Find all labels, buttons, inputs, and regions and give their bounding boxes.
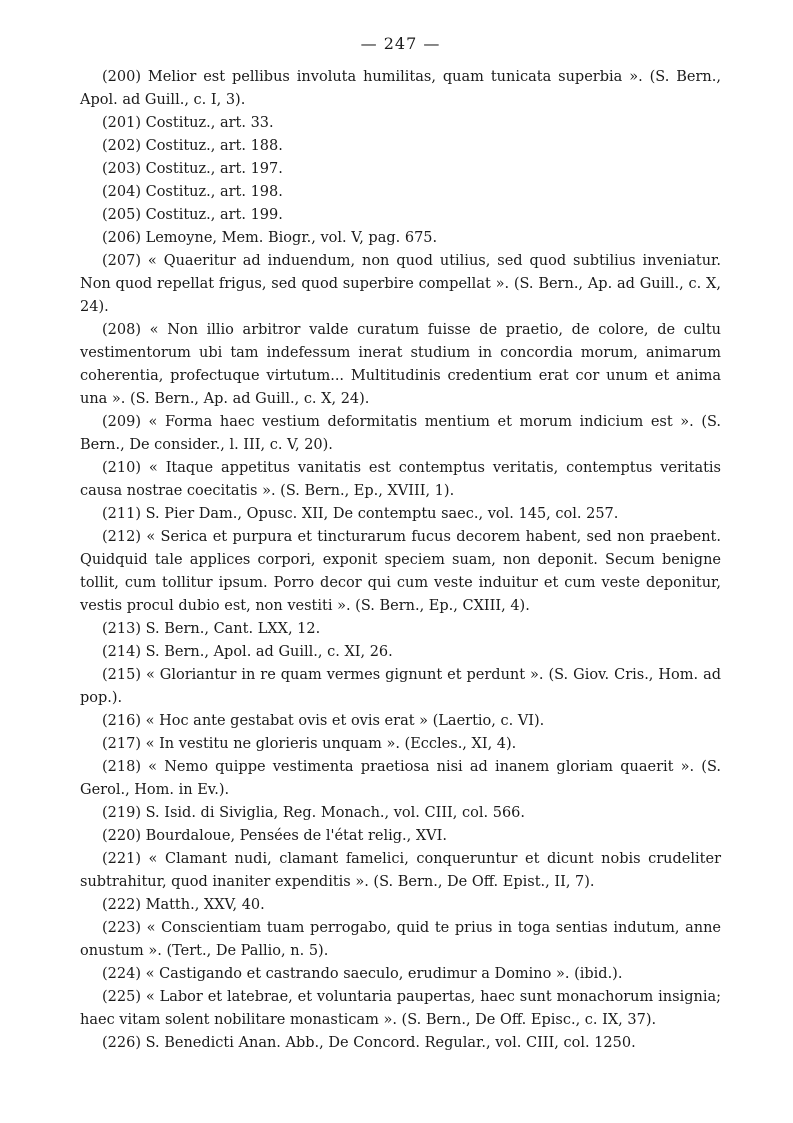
footnote-217: (217) « In vestitu ne glorieris unquam ». (Eccles., XI, 4). xyxy=(102,736,517,752)
footnote-213: (213) S. Bern., Cant. LXX, 12. xyxy=(102,621,321,637)
footnote-225: (225) « Labor et latebrae, et voluntaria paupertas, haec sunt monachorum insignia; haec vitam solent nobilitare monasticam ». (S. Bern., De Off. Episc., c. IX, 37). xyxy=(80,989,721,1028)
footnote-209: (209) « Forma haec vestium deformitatis mentium et morum indicium est ». (S. Bern., De consider., l. III, c. V, 20). xyxy=(80,414,721,453)
footnote-226: (226) S. Benedicti Anan. Abb., De Concord. Regular., vol. CIII, col. 1250. xyxy=(102,1035,636,1051)
footnote-223: (223) « Conscientiam tuam perrogabo, quid te prius in toga sentias indutum, anne onustum ». (Tert., De Pallio, n. 5). xyxy=(80,920,721,959)
footnote-207: (207) « Quaeritur ad induendum, non quod utilius, sed quod subtilius inveniatur. Non quod repellat frigus, sed quod superbire compellat ». (S. Bern., Ap. ad Guill., c. X, 24). xyxy=(80,253,721,315)
footnote-215: (215) « Gloriantur in re quam vermes gignunt et perdunt ». (S. Giov. Cris., Hom. ad pop.). xyxy=(80,667,721,706)
footnote-204: (204) Costituz., art. 198. xyxy=(102,184,283,200)
footnote-219: (219) S. Isid. di Siviglia, Reg. Monach., vol. CIII, col. 566. xyxy=(102,805,525,821)
footnote-224: (224) « Castigando et castrando saeculo, erudimur a Domino ». (ibid.). xyxy=(102,966,623,982)
footnote-222: (222) Matth., XXV, 40. xyxy=(102,897,265,913)
footnote-201: (201) Costituz., art. 33. xyxy=(102,115,274,131)
footnote-200: (200) Melior est pellibus involuta humilitas, quam tunicata superbia ». (S. Bern., Apol. ad Guill., c. I, 3). xyxy=(80,69,721,108)
footnote-221: (221) « Clamant nudi, clamant famelici, conqueruntur et dicunt nobis crudeliter subtrahitur, quod inaniter expenditis ». (S. Bern., De Off. Epist., II, 7). xyxy=(80,851,721,890)
footnote-212: (212) « Serica et purpura et tincturarum fucus decorem habent, sed non praebent. Quidquid tale applices corpori, exponit speciem suam, non deponit. Secum benigne tollit, cum tollitur ipsum. Porro decor qui cum veste induitur et cum veste deponitur, vestis procul dubio est, non vestiti ». (S. Bern., Ep., CXIII, 4). xyxy=(80,529,721,614)
footnote-216: (216) « Hoc ante gestabat ovis et ovis erat » (Laertio, c. VI). xyxy=(102,713,545,729)
footnotes-list xyxy=(80,66,721,1055)
footnote-218: (218) « Nemo quippe vestimenta praetiosa nisi ad inanem gloriam quaerit ». (S. Gerol., Hom. in Ev.). xyxy=(80,759,721,798)
footnote-210: (210) « Itaque appetitus vanitatis est contemptus veritatis, contemptus veritatis causa nostrae coecitatis ». (S. Bern., Ep., XVIII, 1). xyxy=(80,460,721,499)
footnote-211: (211) S. Pier Dam., Opusc. XII, De contemptu saec., vol. 145, col. 257. xyxy=(102,506,619,522)
footnote-220: (220) Bourdaloue, Pensées de l'état relig., XVI. xyxy=(102,828,447,844)
footnote-214: (214) S. Bern., Apol. ad Guill., c. XI, 26. xyxy=(102,644,393,660)
page-number: — 247 — xyxy=(360,34,441,53)
footnote-208: (208) « Non illio arbitror valde curatum fuisse de praetio, de colore, de cultu vestimentorum ubi tam indefessum inerat studium in concordia morum, animarum coherentia, profectuque virtutum... Multitudinis credentium erat cor unum et anima una ». (S. Bern., Ap. ad Guill., c. X, 24). xyxy=(80,322,721,407)
footnote-206: (206) Lemoyne, Mem. Biogr., vol. V, pag. 675. xyxy=(102,230,438,246)
footnote-202: (202) Costituz., art. 188. xyxy=(102,138,283,154)
footnote-205: (205) Costituz., art. 199. xyxy=(102,207,283,223)
footnote-203: (203) Costituz., art. 197. xyxy=(102,161,283,177)
